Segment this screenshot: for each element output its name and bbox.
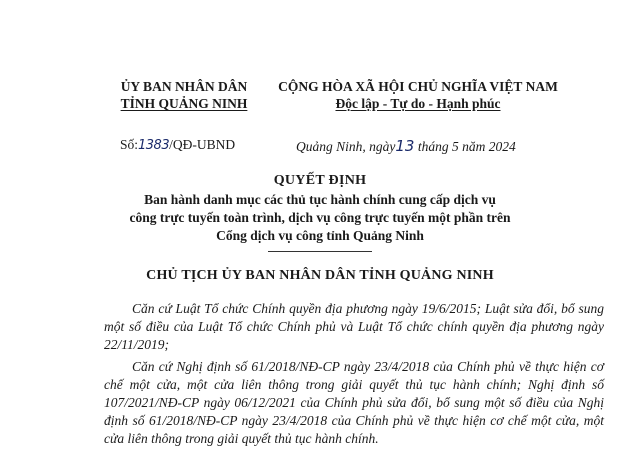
org-line-1: ỦY BAN NHÂN DÂN (120, 79, 248, 94)
subtitle-line: Ban hành danh mục các thủ tục hành chính cung cấp dịch vụ (144, 192, 496, 207)
doc-number-suffix: /QĐ-UBND (169, 137, 236, 152)
motto-line: Độc lập - Tự do - Hạnh phúc (335, 96, 501, 111)
document-number (120, 137, 235, 153)
issuing-authority: CHỦ TỊCH ỦY BAN NHÂN DÂN TỈNH QUẢNG NINH (146, 268, 494, 283)
national-heading (268, 78, 568, 112)
issuing-organization (104, 78, 264, 112)
doc-number-prefix: Số: (120, 137, 139, 152)
handwritten-day: 13 (395, 137, 415, 155)
place-and-date (296, 137, 516, 155)
document-body (104, 300, 604, 452)
nation-line-1: CỘNG HÒA XÃ HỘI CHỦ NGHĨA VIỆT NAM (278, 79, 558, 94)
subtitle-line: công trực tuyến toàn trình, dịch vụ công trực tuyến một phần trên (129, 210, 511, 225)
legal-basis-paragraph: Căn cứ Luật Tổ chức Chính quyền địa phương ngày 19/6/2015; Luật sửa đổi, bổ sung một số điều của Luật Tổ chức Chính phủ và Luật Tổ chức chính quyền địa phương ngày 22/11/2019; (104, 301, 604, 352)
legal-basis-paragraph: Căn cứ Nghị định số 61/2018/NĐ-CP ngày 23/4/2018 của Chính phủ về thực hiện cơ chế một cửa, một cửa liên thông trong giải quyết thủ tục hành chính; Nghị định số 107/2021/NĐ-CP ngày 06/12/2021 của Chính phủ sửa đổi, bổ sung một số điều của Nghị định số 61/2018/NĐ-CP ngày 23/4/2018 của Chính phủ về thực hiện cơ chế một cửa, một cửa liên thông trong giải quyết thủ tục hành chính. (104, 359, 604, 446)
document-title: QUYẾT ĐỊNH (273, 173, 367, 188)
document-subtitle (80, 191, 560, 245)
place-date-after: tháng 5 năm 2024 (417, 139, 516, 154)
divider (268, 251, 372, 252)
place-date-before: Quảng Ninh, ngày (296, 139, 396, 154)
subtitle-line: Cổng dịch vụ công tỉnh Quảng Ninh (216, 228, 424, 243)
doc-number-handwritten: 1383 (138, 138, 170, 153)
org-line-2: TỈNH QUẢNG NINH (120, 96, 248, 111)
